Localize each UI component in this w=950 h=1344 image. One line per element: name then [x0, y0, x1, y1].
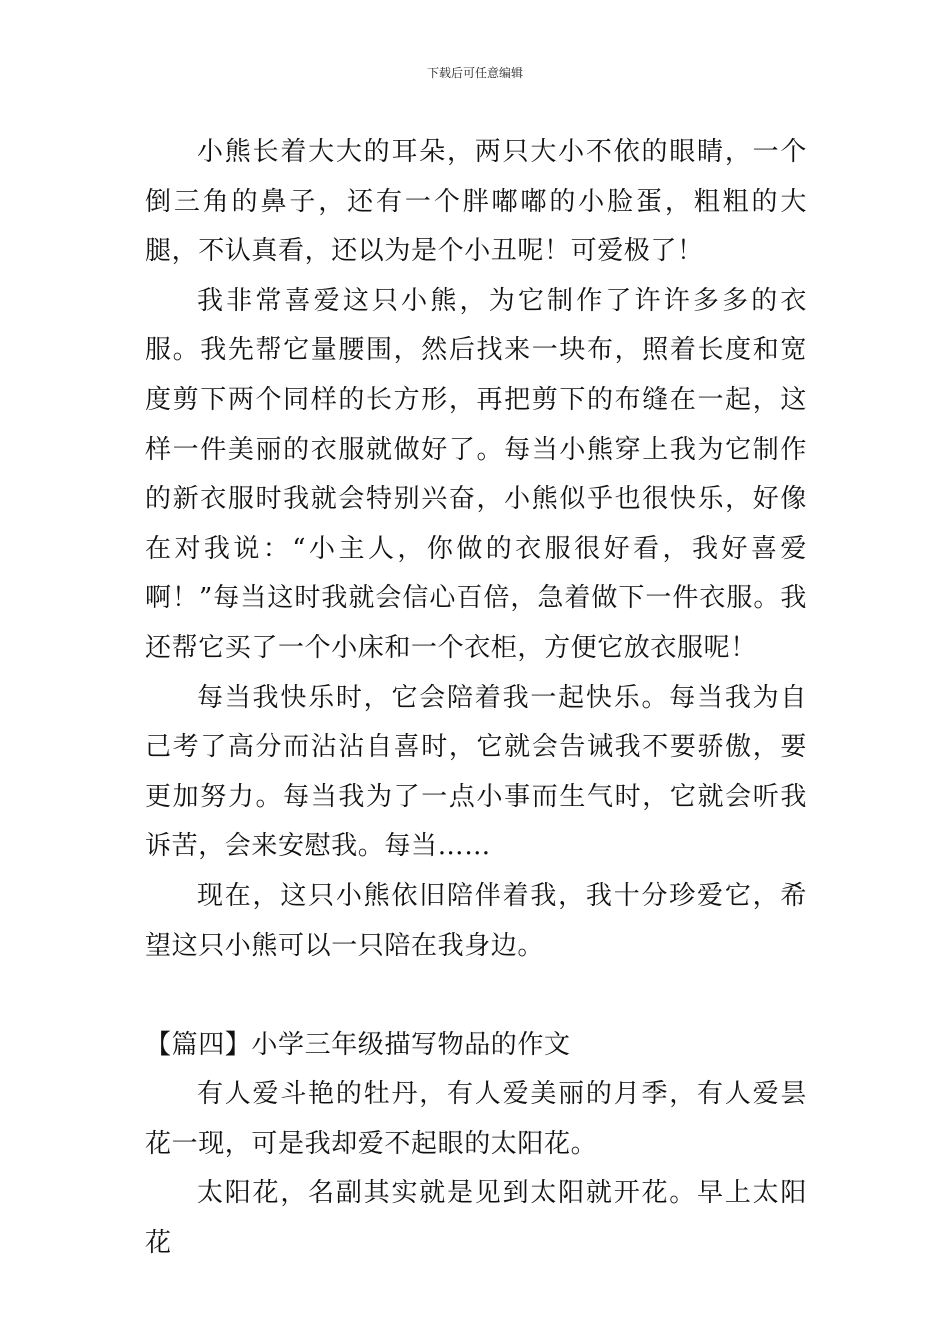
section-heading: 【篇四】小学三年级描写物品的作文 — [145, 1029, 571, 1060]
paragraph-bear-appearance: 小熊长着大大的耳朵，两只大小不依的眼睛，一个倒三角的鼻子，还有一个胖嘟嘟的小脸蛋，粗粗的大腿，不认真看，还以为是个小丑呢！可爱极了！ — [145, 137, 807, 267]
paragraph-bear-now: 现在，这只小熊依旧陪伴着我，我十分珍爱它，希望这只小熊可以一只陪在我身边。 — [145, 880, 807, 961]
paragraph-sunflower-desc: 太阳花，名副其实就是见到太阳就开花。早上太阳花 — [145, 1178, 807, 1259]
paragraph-bear-companion: 每当我快乐时，它会陪着我一起快乐。每当我为自己考了高分而沾沾自喜时，它就会告诫我不要骄傲，要更加努力。每当我为了一点小事而生气时，它就会听我诉苦，会来安慰我。每当…… — [145, 682, 807, 862]
paragraph-bear-clothes: 我非常喜爱这只小熊，为它制作了许许多多的衣服。我先帮它量腰围，然后找来一块布，照着长度和宽度剪下两个同样的长方形，再把剪下的布缝在一起，这样一件美丽的衣服就做好了。每当小熊穿上我为它制作的新衣服时我就会特别兴奋，小熊似乎也很快乐，好像在对我说：“小主人，你做的衣服很好看，我好喜爱啊！”每当这时我就会信心百倍，急着做下一件衣服。我还帮它买了一个小床和一个衣柜，方便它放衣服呢！ — [145, 285, 807, 663]
paragraph-sunflower-intro: 有人爱斗艳的牡丹，有人爱美丽的月季，有人爱昙花一现，可是我却爱不起眼的太阳花。 — [145, 1079, 807, 1159]
page-header: 下载后可任意编辑 — [426, 66, 523, 80]
document-body — [145, 128, 807, 1269]
